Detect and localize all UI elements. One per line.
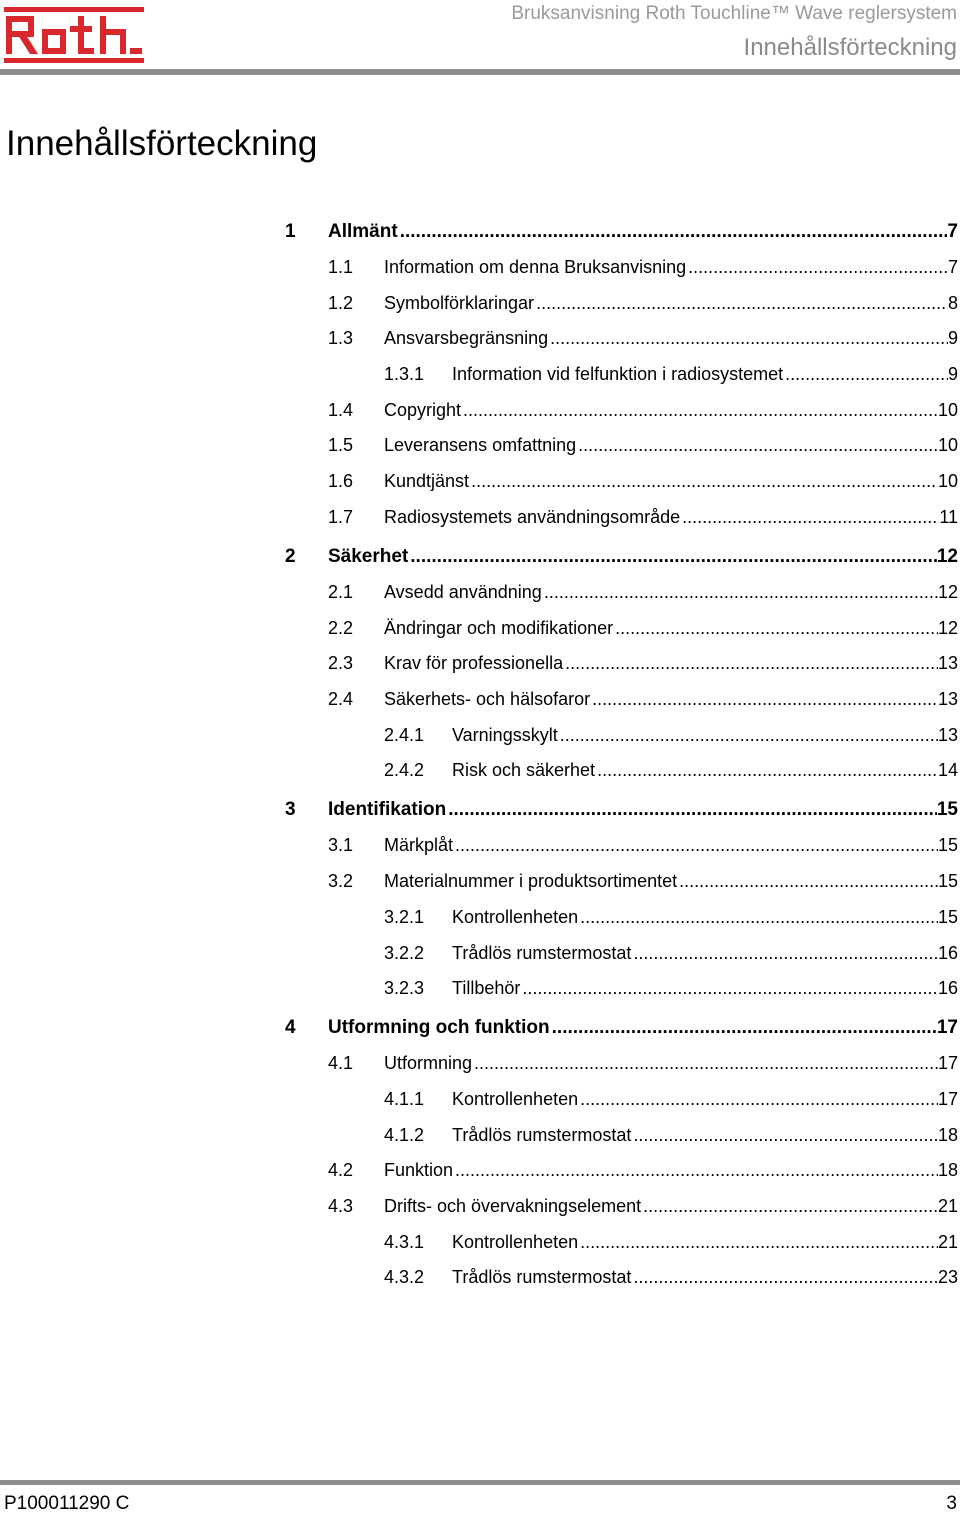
toc-entry-page: 12 [937, 582, 958, 602]
toc-entry[interactable] [328, 579, 958, 605]
toc-entry[interactable] [328, 504, 958, 530]
toc-dot-leader [597, 757, 938, 783]
toc-entry-number: 1.4 [328, 400, 354, 420]
roth-logo [4, 7, 144, 65]
toc-dot-leader [580, 904, 938, 930]
toc-entry-number: 4.3 [328, 1196, 354, 1216]
toc-dot-leader [522, 975, 938, 1001]
toc-entry-number: 4.1.2 [384, 1125, 425, 1145]
toc-entry-number: 4.3.1 [384, 1232, 425, 1252]
toc-entry-number: 4.1.1 [384, 1089, 425, 1109]
toc-entry-page: 17 [937, 1089, 958, 1109]
toc-entry[interactable] [285, 544, 958, 570]
toc-dot-leader [455, 832, 938, 858]
toc-entry-number: 4.2 [328, 1160, 354, 1180]
toc-entry-title: Krav för professionella [384, 653, 564, 673]
toc-entry-number: 4 [285, 1017, 296, 1038]
toc-entry-page: 17 [936, 1017, 958, 1038]
toc-entry-title: Kundtjänst [384, 471, 470, 491]
toc-entry-number: 2 [285, 546, 296, 567]
toc-entry-page: 13 [937, 653, 958, 673]
toc-entry-number: 2.3 [328, 653, 354, 673]
toc-entry-title: Trådlös rumstermostat [452, 943, 632, 963]
toc-entry-title: Varningsskylt [452, 725, 558, 745]
toc-entry-title: Symbolförklaringar [384, 293, 535, 313]
toc-entry-page: 7 [947, 221, 958, 242]
toc-entry[interactable] [328, 290, 958, 316]
toc-entry-title: Copyright [384, 400, 462, 420]
toc-entry-title: Trådlös rumstermostat [452, 1125, 632, 1145]
toc-entry-title: Säkerhets- och hälsofaror [384, 689, 591, 709]
toc-dot-leader [688, 254, 948, 280]
toc-entry[interactable] [328, 1193, 958, 1219]
toc-entry-number: 2.4.1 [384, 725, 425, 745]
document-title: Bruksanvisning Roth Touchline™ Wave reglersystem [511, 3, 957, 24]
toc-dot-leader [682, 504, 939, 530]
toc-entry-number: 2.1 [328, 582, 354, 602]
toc-entry[interactable] [384, 904, 958, 930]
toc-entry-page: 15 [937, 871, 958, 891]
toc-entry[interactable] [328, 832, 958, 858]
toc-entry[interactable] [384, 757, 958, 783]
toc-entry-page: 14 [937, 760, 958, 780]
toc-dot-leader [474, 1050, 938, 1076]
toc-dot-leader [633, 1122, 938, 1148]
toc-entry-title: Avsedd användning [384, 582, 542, 602]
toc-entry-page: 17 [937, 1053, 958, 1073]
toc-dot-leader [592, 686, 938, 712]
toc-entry-number: 1.2 [328, 293, 354, 313]
toc-entry[interactable] [328, 397, 958, 423]
toc-entry-page: 23 [937, 1267, 958, 1287]
toc-entry[interactable] [384, 940, 958, 966]
toc-entry-page: 9 [947, 364, 958, 384]
footer-page-number: 3 [946, 1493, 957, 1514]
toc-entry-number: 3.1 [328, 835, 354, 855]
toc-entry-number: 2.2 [328, 618, 354, 638]
toc-entry[interactable] [384, 1229, 958, 1255]
footer-divider [0, 1480, 960, 1485]
toc-entry-number: 1.1 [328, 257, 354, 277]
header-section-name: Innehållsförteckning [743, 34, 957, 61]
toc-dot-leader [552, 1015, 937, 1041]
toc-entry-title: Materialnummer i produktsortimentet [384, 871, 678, 891]
toc-entry-number: 3.2 [328, 871, 354, 891]
toc-entry-page: 9 [947, 328, 958, 348]
toc-dot-leader [560, 722, 938, 748]
toc-entry-title: Funktion [384, 1160, 454, 1180]
toc-entry[interactable] [328, 615, 958, 641]
toc-entry-title: Trådlös rumstermostat [452, 1267, 632, 1287]
toc-entry-page: 12 [937, 618, 958, 638]
toc-entry-page: 21 [937, 1196, 958, 1216]
toc-entry-page: 15 [936, 799, 958, 820]
toc-entry-page: 10 [937, 400, 958, 420]
toc-entry[interactable] [384, 1086, 958, 1112]
toc-entry-title: Märkplåt [384, 835, 454, 855]
toc-entry-number: 2.4 [328, 689, 354, 709]
toc-entry[interactable] [328, 254, 958, 280]
toc-entry-page: 8 [947, 293, 958, 313]
toc-entry-page: 16 [937, 978, 958, 998]
toc-entry-title: Utformning och funktion [328, 1017, 550, 1038]
toc-entry-title: Kontrollenheten [452, 1089, 579, 1109]
toc-entry[interactable] [328, 1157, 958, 1183]
toc-entry-number: 4.1 [328, 1053, 354, 1073]
toc-entry-number: 1.7 [328, 507, 354, 527]
toc-entry[interactable] [328, 686, 958, 712]
toc-entry-title: Kontrollenheten [452, 907, 579, 927]
toc-entry-page: 10 [937, 471, 958, 491]
toc-dot-leader [785, 361, 948, 387]
toc-entry-number: 1.3.1 [384, 364, 425, 384]
toc-entry-title: Identifikation [328, 799, 447, 820]
toc-dot-leader [550, 325, 948, 351]
page-title: Innehållsförteckning [6, 124, 318, 163]
toc-entry-number: 4.3.2 [384, 1267, 425, 1287]
toc-dot-leader [448, 797, 937, 823]
toc-entry-page: 13 [937, 725, 958, 745]
toc-entry-page: 18 [937, 1160, 958, 1180]
toc-dot-leader [643, 1193, 938, 1219]
toc-entry-title: Ändringar och modifikationer [384, 618, 614, 638]
toc-dot-leader [536, 290, 948, 316]
toc-entry-number: 2.4.2 [384, 760, 425, 780]
toc-entry-page: 15 [937, 835, 958, 855]
toc-entry[interactable] [384, 361, 958, 387]
toc-entry-number: 3 [285, 799, 296, 820]
toc-dot-leader [633, 940, 938, 966]
toc-dot-leader [633, 1264, 938, 1290]
toc-entry[interactable] [384, 1122, 958, 1148]
toc-entry[interactable] [328, 432, 958, 458]
footer-document-id: P100011290 C [4, 1493, 130, 1514]
toc-entry-number: 1.3 [328, 328, 354, 348]
toc-entry[interactable] [328, 868, 958, 894]
toc-entry-page: 10 [937, 435, 958, 455]
toc-entry-number: 1 [285, 221, 296, 242]
toc-entry-page: 12 [936, 546, 958, 567]
toc-entry-title: Leveransens omfattning [384, 435, 577, 455]
toc-entry-number: 3.2.1 [384, 907, 425, 927]
toc-dot-leader [455, 1157, 938, 1183]
toc-dot-leader [580, 1086, 938, 1112]
toc-entry-title: Allmänt [328, 221, 398, 242]
toc-dot-leader [578, 432, 938, 458]
toc-dot-leader [580, 1229, 938, 1255]
toc-entry-title: Risk och säkerhet [452, 760, 596, 780]
toc-entry[interactable] [384, 1264, 958, 1290]
toc-entry-page: 16 [937, 943, 958, 963]
toc-entry[interactable] [285, 1015, 958, 1041]
toc-entry-title: Kontrollenheten [452, 1232, 579, 1252]
toc-entry[interactable] [328, 468, 958, 494]
toc-entry[interactable] [285, 797, 958, 823]
toc-dot-leader [615, 615, 938, 641]
toc-entry-title: Ansvarsbegränsning [384, 328, 549, 348]
toc-dot-leader [471, 468, 938, 494]
toc-entry-title: Säkerhet [328, 546, 409, 567]
toc-dot-leader [410, 544, 937, 570]
toc-entry-page: 15 [937, 907, 958, 927]
toc-entry-title: Tillbehör [452, 978, 521, 998]
toc-entry-page: 11 [939, 507, 958, 527]
toc-entry-number: 1.6 [328, 471, 354, 491]
toc-entry[interactable] [384, 722, 958, 748]
toc-dot-leader [463, 397, 938, 423]
toc-entry-page: 21 [937, 1232, 958, 1252]
header-divider [0, 69, 960, 75]
toc-dot-leader [565, 650, 938, 676]
toc-entry-page: 7 [947, 257, 958, 277]
toc-dot-leader [544, 579, 938, 605]
toc-dot-leader [400, 219, 948, 245]
toc-entry[interactable] [328, 650, 958, 676]
toc-entry-number: 3.2.3 [384, 978, 425, 998]
toc-entry[interactable] [384, 975, 958, 1001]
toc-entry-number: 1.5 [328, 435, 354, 455]
toc-entry-title: Radiosystemets användningsområde [384, 507, 681, 527]
toc-entry-title: Utformning [384, 1053, 473, 1073]
toc-entry-title: Information om denna Bruksanvisning [384, 257, 687, 277]
toc-dot-leader [679, 868, 938, 894]
toc-entry-title: Information vid felfunktion i radiosystemet [452, 364, 784, 384]
toc-entry-title: Drifts- och övervakningselement [384, 1196, 642, 1216]
toc-entry-number: 3.2.2 [384, 943, 425, 963]
toc-entry[interactable] [285, 219, 958, 245]
toc-entry-page: 13 [937, 689, 958, 709]
toc-entry[interactable] [328, 1050, 958, 1076]
toc-entry-page: 18 [937, 1125, 958, 1145]
toc-entry[interactable] [328, 325, 958, 351]
